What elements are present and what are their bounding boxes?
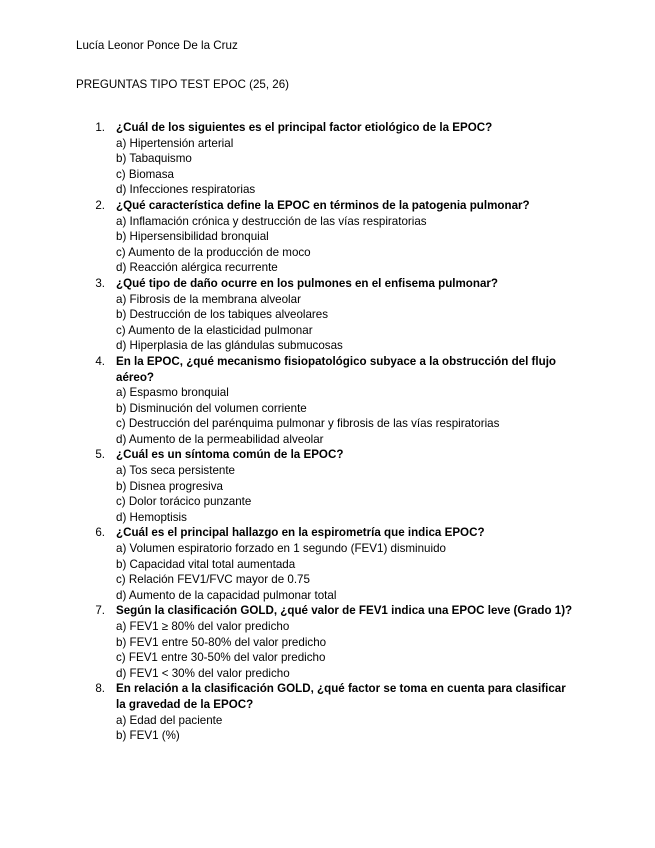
answer-option: a) Espasmo bronquial [116,386,229,400]
question-heading [76,276,596,292]
question-heading [76,120,596,136]
question-text: ¿Cuál es un síntoma común de la EPOC? [116,448,344,462]
answer-option: a) Tos seca persistente [116,464,236,478]
question-heading [76,603,596,619]
answer-option: c) Aumento de la elasticidad pulmonar [116,323,313,337]
answer-option: a) Inflamación crónica y destrucción de las vías respiratorias [116,214,427,228]
question-number-label: 4. [95,354,105,368]
question-number-label: 3. [95,276,105,290]
answer-option: c) Biomasa [116,167,174,181]
question-number [76,276,116,292]
question-item [76,198,596,276]
question-item [76,525,596,603]
question-text: ¿Cuál de los siguientes es el principal factor etiológico de la EPOC? [116,121,493,134]
answer-options [76,214,596,276]
question-number-label: 5. [95,448,105,462]
question-number-label: 2. [95,198,105,212]
answer-option: c) Aumento de la producción de moco [116,245,311,259]
question-item [76,603,596,681]
answer-option: a) Edad del paciente [116,713,223,727]
question-number [76,447,116,463]
answer-option: c) FEV1 entre 30-50% del valor predicho [116,651,326,665]
answer-option: b) Capacidad vital total aumentada [116,557,296,571]
question-number [76,198,116,214]
answer-option: d) Aumento de la permeabilidad alveolar [116,432,324,446]
answer-options [76,713,596,744]
question-number [76,354,116,385]
answer-option: b) Disnea progresiva [116,479,223,493]
question-number [76,681,116,712]
question-number-label: 8. [95,682,105,696]
question-heading [76,447,596,463]
question-item [76,681,596,743]
answer-option: d) Infecciones respiratorias [116,183,256,197]
question-number-label: 7. [95,604,105,618]
answer-option: d) Aumento de la capacidad pulmonar total [116,588,337,602]
question-heading [76,354,596,385]
author-name: Lucía Leonor Ponce De la Cruz [76,39,238,52]
answer-option: b) FEV1 (%) [116,729,180,743]
answer-option: c) Dolor torácico punzante [116,495,252,509]
question-number-label: 6. [95,526,105,540]
answer-option: d) Reacción alérgica recurrente [116,261,278,275]
question-number-label: 1. [95,121,105,134]
answer-option: d) FEV1 < 30% del valor predicho [116,666,290,680]
answer-options [76,136,596,198]
answer-option: b) Destrucción de los tabiques alveolares [116,308,329,322]
answer-options [76,463,596,525]
document-title: PREGUNTAS TIPO TEST EPOC (25, 26) [76,78,290,91]
answer-option: c) Relación FEV1/FVC mayor de 0.75 [116,573,310,587]
question-text: ¿Qué característica define la EPOC en términos de la patogenia pulmonar? [116,198,530,212]
answer-option: b) FEV1 entre 50-80% del valor predicho [116,635,327,649]
answer-options [76,385,596,447]
question-item [76,276,596,354]
question-heading [76,681,596,712]
question-text: ¿Qué tipo de daño ocurre en los pulmones en el enfisema pulmonar? [116,276,499,290]
answer-options [76,541,596,603]
question-list [76,120,596,744]
question-number [76,525,116,541]
question-text: Según la clasificación GOLD, ¿qué valor de FEV1 indica una EPOC leve (Grado 1)? [116,604,573,618]
question-heading [76,525,596,541]
answer-option: d) Hemoptisis [116,510,187,524]
answer-option: b) Hipersensibilidad bronquial [116,230,269,244]
answer-option: a) Volumen espiratorio forzado en 1 segundo (FEV1) disminuido [116,542,446,556]
answer-options [76,619,596,681]
question-item [76,120,596,198]
answer-option: a) Fibrosis de la membrana alveolar [116,292,301,306]
question-item [76,354,596,448]
question-number [76,603,116,619]
question-text: ¿Cuál es el principal hallazgo en la espirometría que indica EPOC? [116,526,485,540]
question-number [76,120,116,136]
answer-option: c) Destrucción del parénquima pulmonar y fibrosis de las vías respiratorias [116,417,500,431]
question-heading [76,198,596,214]
question-item [76,447,596,525]
question-text: En relación a la clasificación GOLD, ¿qué factor se toma en cuenta para clasificar la gravedad de la EPOC? [116,682,566,711]
answer-option: a) FEV1 ≥ 80% del valor predicho [116,620,290,633]
answer-options [76,292,596,354]
answer-option: b) Disminución del volumen corriente [116,401,307,415]
answer-option: b) Tabaquismo [116,152,192,166]
answer-option: a) Hipertensión arterial [116,136,234,150]
answer-option: d) Hiperplasia de las glándulas submucosas [116,339,343,353]
question-text: En la EPOC, ¿qué mecanismo fisiopatológico subyace a la obstrucción del flujo aéreo? [116,354,557,384]
